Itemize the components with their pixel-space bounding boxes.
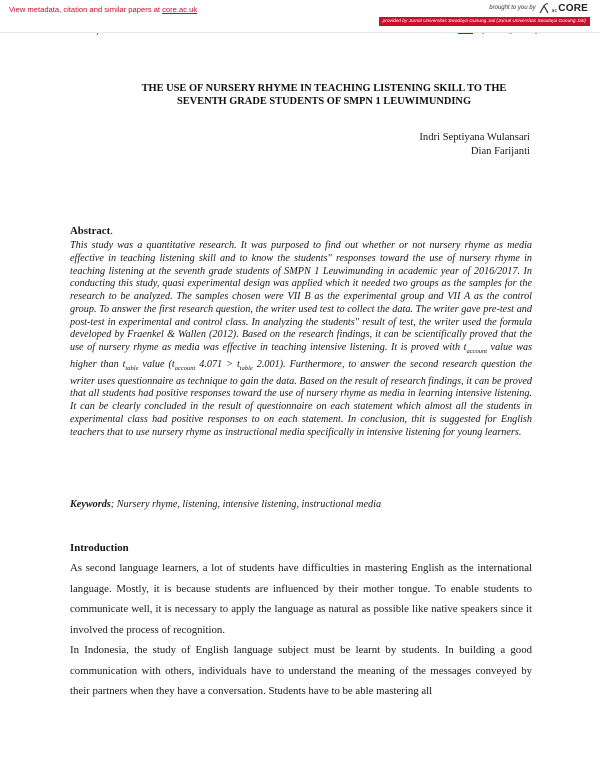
title-line-2: SEVENTH GRADE STUDENTS OF SMPN 1 LEUWIMUNDING [176, 96, 472, 107]
core-metadata-link[interactable] [9, 5, 197, 14]
provided-by-badge[interactable]: provided by Jurnal Universitas Swadaya Gunung Jati (Jurnal Universitas Swadaya Gunung Jati) [379, 17, 590, 26]
authors [419, 131, 530, 158]
introduction-heading: Introduction [70, 542, 129, 554]
core-link-prefix: View metadata, citation and similar papers at [9, 5, 163, 14]
core-banner [0, 0, 600, 33]
keywords [70, 499, 532, 510]
core-logo-icon [539, 2, 549, 14]
core-link-domain: core.ac.uk [162, 5, 198, 14]
author-2: Dian Farijanti [470, 145, 530, 157]
author-1: Indri Septiyana Wulansari [419, 132, 530, 143]
keywords-text: ; Nursery rhyme, listening, intensive listening, instructional media [110, 499, 382, 510]
brought-to-you-by [489, 2, 588, 14]
brought-by-text: brought to you by [489, 5, 536, 11]
title-line-1: THE USE OF NURSERY RHYME IN TEACHING LISTENING SKILL TO THE [141, 83, 507, 94]
intro-paragraph-2: In Indonesia, the study of English language subject must be learnt by students. In building a good communication with others, individuals have to understand the meaning of the messages conveyed by their partners when they have a conversation. Students have to be able mastering all [70, 644, 532, 698]
keywords-label: Keywords [70, 499, 111, 510]
paper-title [60, 82, 588, 108]
intro-paragraph-1: As second language learners, a lot of students have difficulties in mastering English as the international language. Mostly, it is because students are influenced by their mother tongue. To enable students to communicate well, it is necessary to apply the language as natural as possible like native speakers since it involved the process of recognition. [70, 562, 532, 636]
abstract-body: This study was a quantitative research. It was purposed to find out whether or not nursery rhyme as media effective in teaching listening skill and to know the students" responses toward the use of nursery rhyme in teaching listening at the seventh grade students of SMPN 1 Leuwimunding in academic year of 2016/2017. In conducting this study, quasi experimental design was applied which it needed two groups as the samples for the research to be analyzed. The samples chosen were VII B as the experimental group and VII A as the control group. To answer the first research question, the writer used test to collect the data. The writer gave pre-test and post-test in experimental and control class. In analyzing the students" result of test, the writer used the formula developed by Fraenkel & Wallen (2012). Based on the research findings, it can be scientifically proved that the use of nursery rhyme as media was effective in teaching intensive listening. It is proved with $t_{account}$ value was higher than $t_{table}$ value ($t_{account}$ $4.071 > t_{table}$ 2.001). Furthermore, to answer the second research question the writer uses questionnaire as technique to gain the data. Based on the result of research findings, it can be proved that all students had positive responses toward the use of nursery rhyme as media in learning intensive listening. It can be clearly concluded in the result of questionnaire on each statement which almost all the students in experimental class had positive responses to on each statement. In conclusion, thit is suggested for English teachers that to use nursery rhyme as instructional media specifically in intensive listening for young learners. [70, 240, 533, 438]
abstract-heading: Abstract. [70, 225, 113, 237]
core-logo[interactable]: acCORE [551, 2, 588, 14]
